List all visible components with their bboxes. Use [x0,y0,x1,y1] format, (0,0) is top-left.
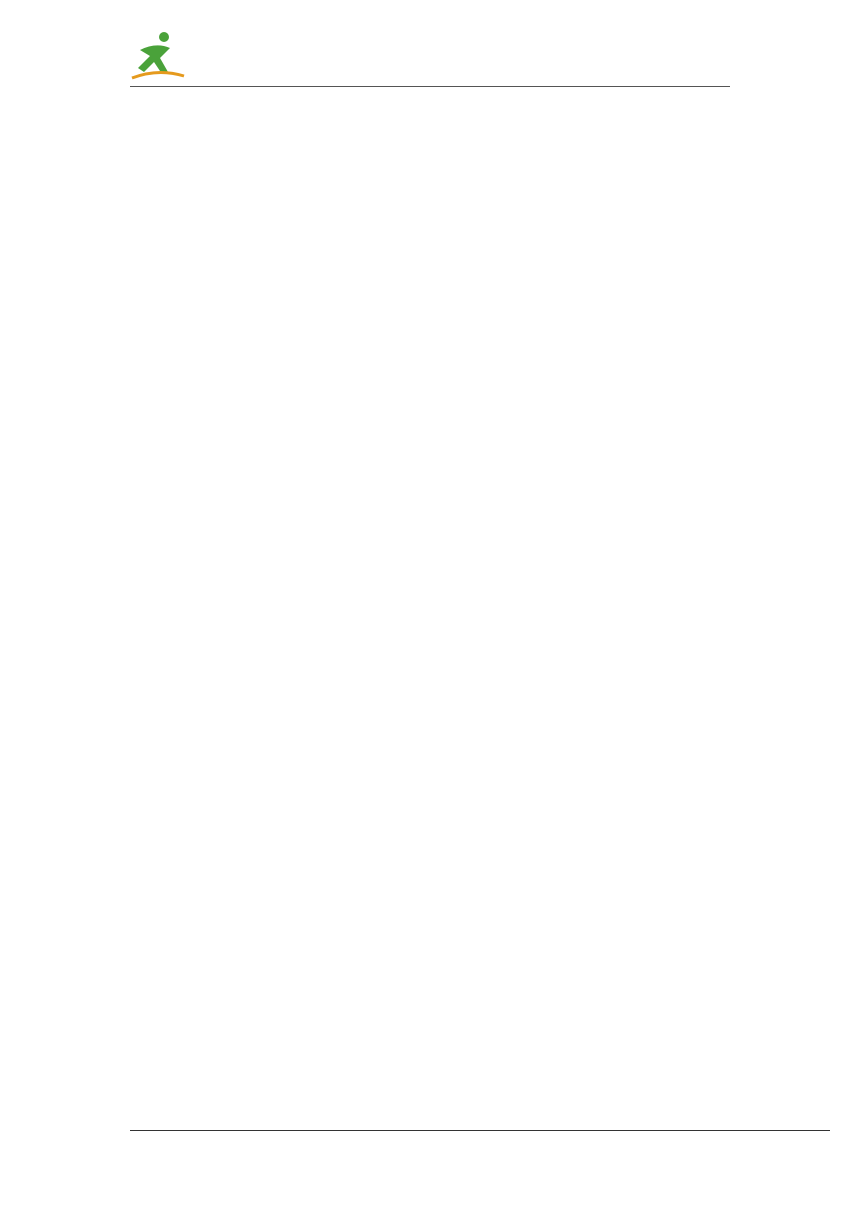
header-divider [130,86,730,87]
site-logo[interactable] [130,28,340,84]
footer-divider [130,1130,830,1131]
runner-logo-icon [130,28,186,84]
page-header [130,28,730,86]
document-body [130,150,730,242]
site-watermark [282,350,558,791]
